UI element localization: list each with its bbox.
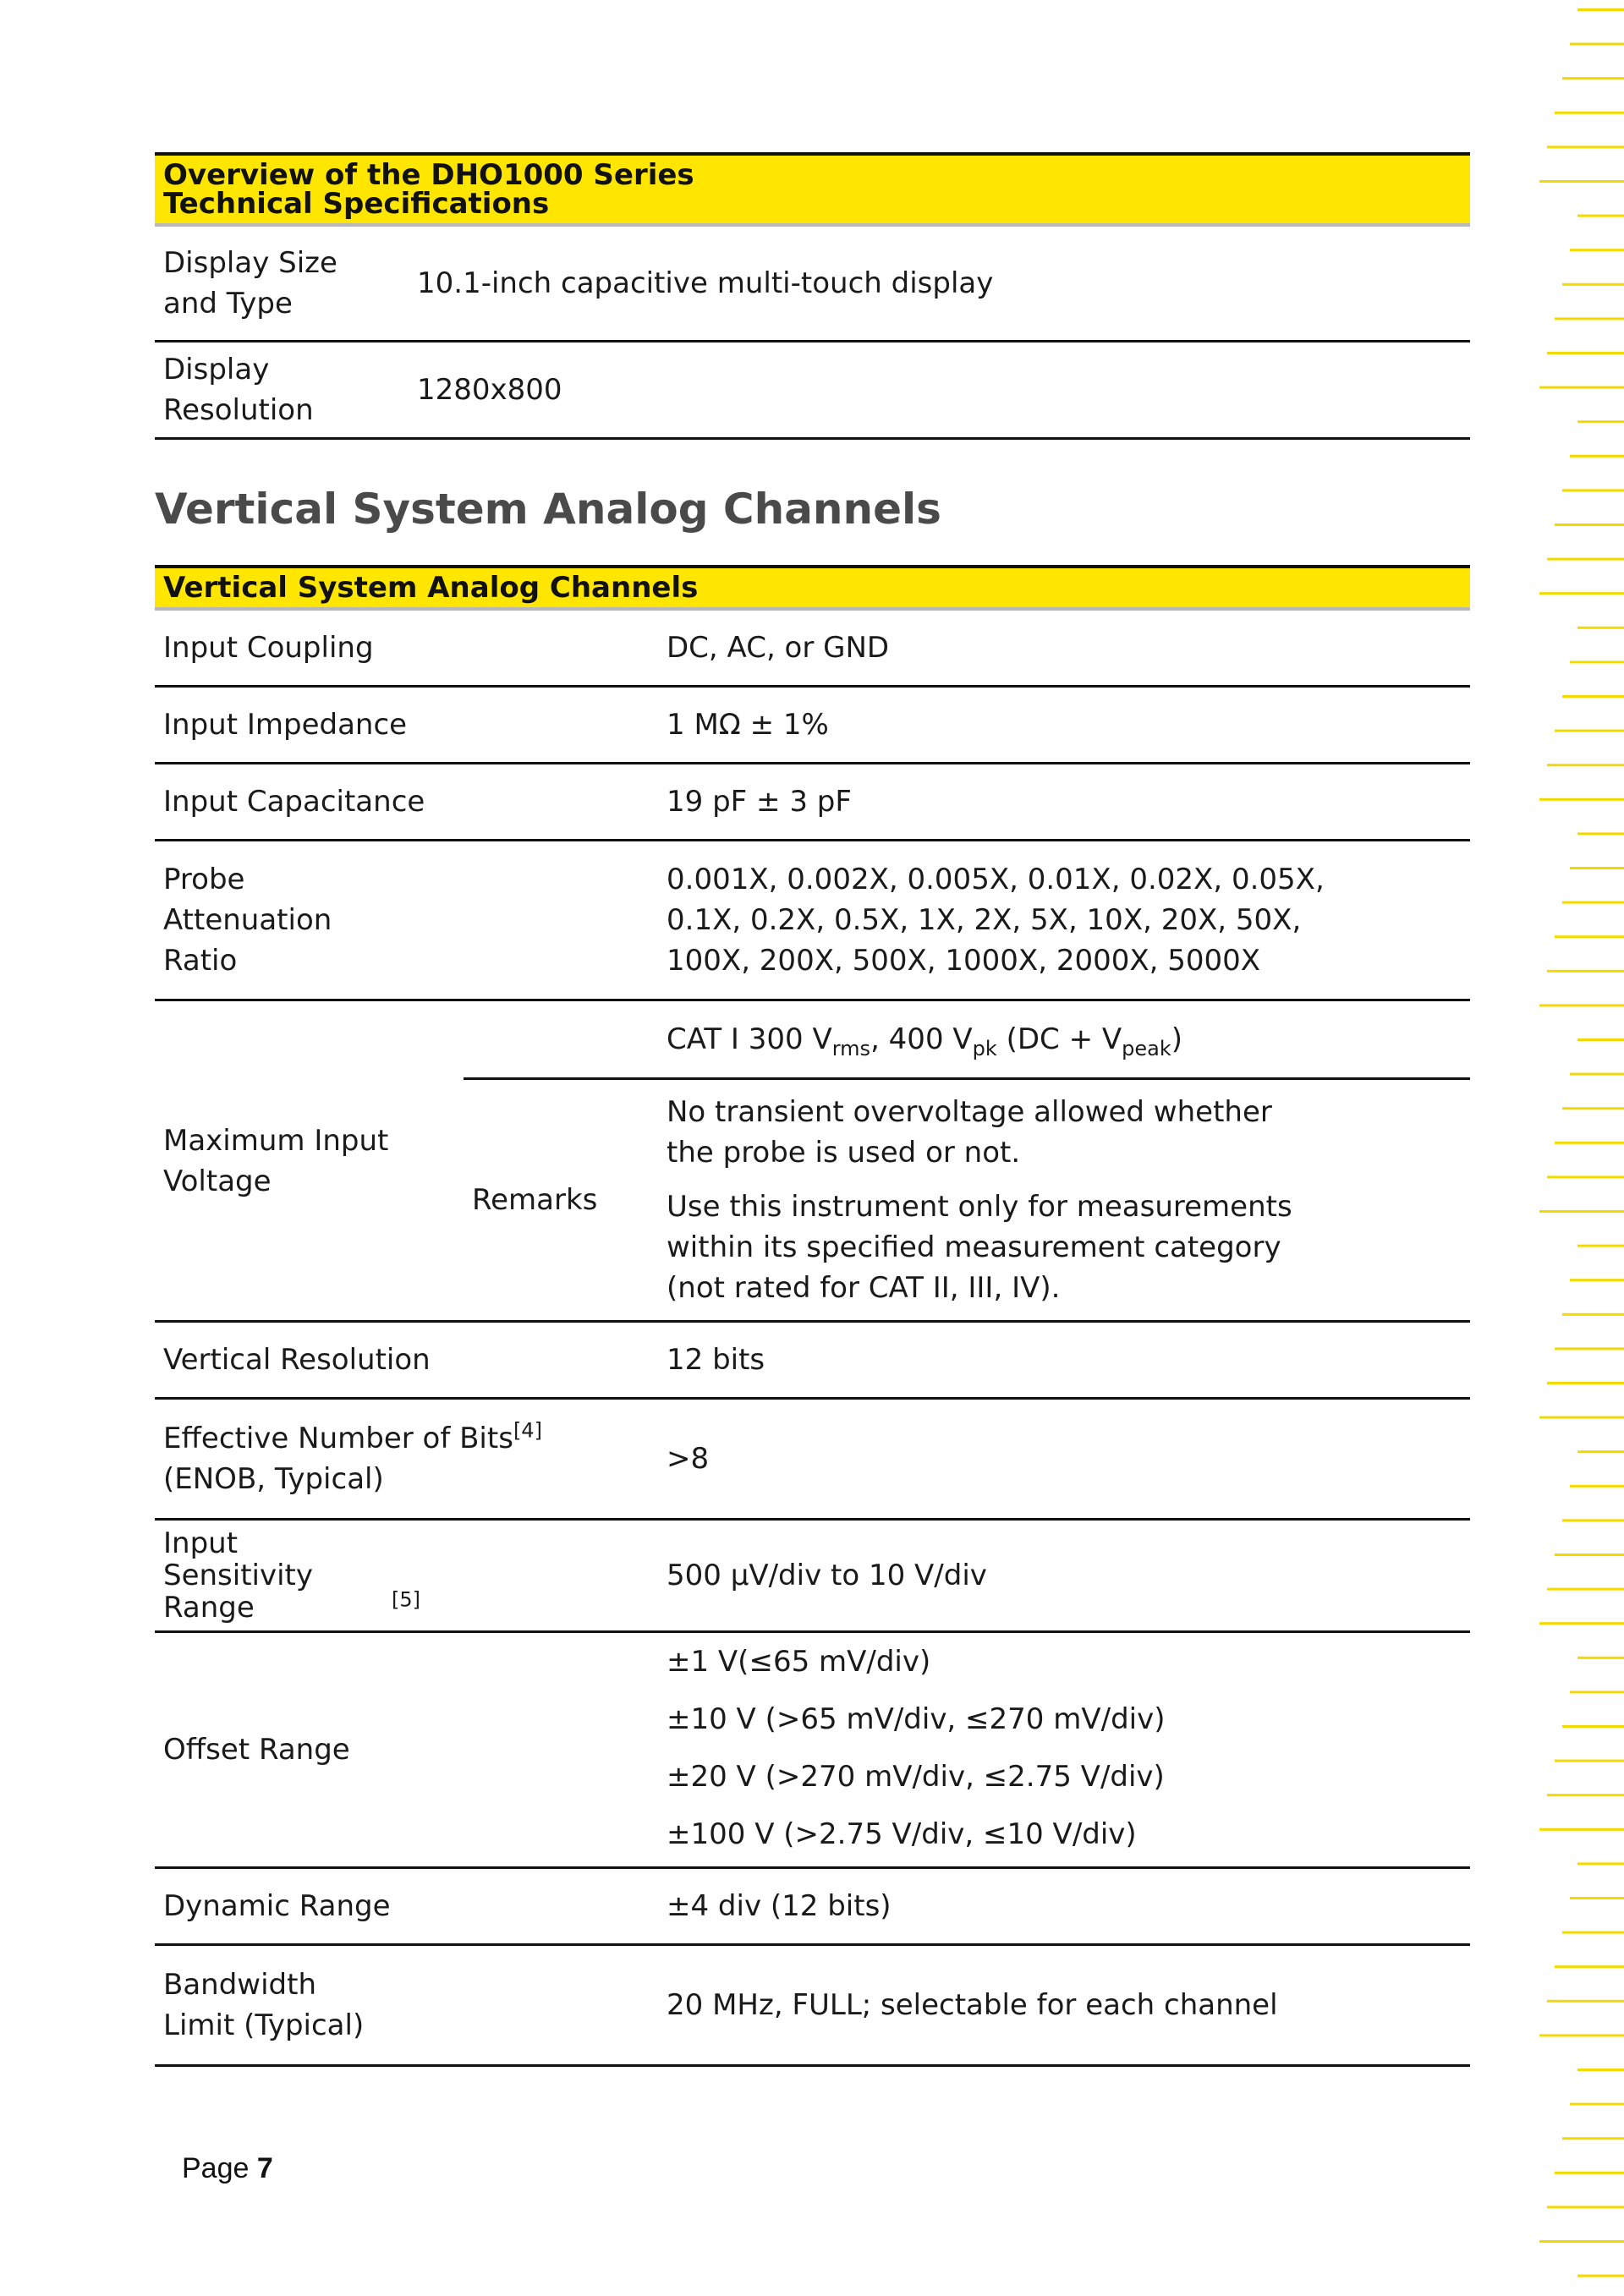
spec-label: Offset Range (155, 1632, 658, 1868)
spec-value: 10.1-inch capacitive multi-touch display (409, 225, 1470, 342)
table-row (155, 1399, 1470, 1520)
spec-label: Bandwidth Limit (Typical) (155, 1945, 658, 2066)
decorative-stripe (1570, 1485, 1624, 1488)
decorative-stripe (1539, 1210, 1624, 1213)
decorative-stripe (1577, 832, 1624, 835)
vertical-table (155, 565, 1470, 2067)
spec-value: 0.001X, 0.002X, 0.005X, 0.01X, 0.02X, 0.05X, 0.1X, 0.2X, 0.5X, 1X, 2X, 5X, 10X, 20X, 50X, 100X, 200X, 500X, 1000X, 2000X, 5000X (658, 841, 1470, 1000)
decorative-stripe (1539, 2034, 1624, 2036)
decorative-stripe (1570, 867, 1624, 869)
decorative-stripe (1539, 180, 1624, 183)
decorative-stripe (1570, 455, 1624, 458)
decorative-stripe (1555, 1347, 1624, 1350)
decorative-stripe (1562, 2137, 1624, 2140)
decorative-stripe (1570, 1897, 1624, 1899)
decorative-stripe (1562, 1932, 1624, 1934)
remarks-label: Remarks (464, 1079, 658, 1322)
section-title: Vertical System Analog Channels (155, 485, 941, 534)
decorative-stripe (1555, 1142, 1624, 1144)
spec-value: 1280x800 (409, 342, 1470, 439)
decorative-stripe (1562, 695, 1624, 698)
spec-value: ±4 div (12 bits) (658, 1868, 1470, 1945)
decorative-stripe (1577, 1038, 1624, 1041)
decorative-stripe (1539, 2240, 1624, 2243)
spec-value: 500 μV/div to 10 V/div (658, 1520, 1470, 1632)
decorative-stripe (1539, 1622, 1624, 1625)
table-row (155, 1322, 1470, 1399)
decorative-stripe (1577, 2275, 1624, 2277)
decorative-stripe (1570, 2103, 1624, 2106)
decorative-stripe (1547, 145, 1624, 148)
table-row (155, 687, 1470, 764)
offset-item: ±10 V (>65 mV/div, ≤270 mV/div) (667, 1702, 1166, 1736)
decorative-stripe (1577, 1862, 1624, 1865)
vertical-header-row (155, 567, 1470, 609)
offset-item: ±20 V (>270 mV/div, ≤2.75 V/div) (667, 1760, 1165, 1794)
remark-text: Use this instrument only for measurements within its specified measurement category (not rated for CAT II, III, IV). (667, 1190, 1292, 1305)
decorative-stripe (1570, 1073, 1624, 1076)
spec-label: Input Sensitivity Range [5] (155, 1520, 658, 1632)
decorative-stripe (1570, 249, 1624, 251)
table-row (155, 1945, 1470, 2066)
decorative-stripe (1570, 1690, 1624, 1693)
decorative-stripe (1547, 1382, 1624, 1384)
spec-value: 20 MHz, FULL; selectable for each channel (658, 1945, 1470, 2066)
spec-value: DC, AC, or GND (658, 609, 1470, 687)
decorative-stripe (1547, 970, 1624, 973)
decorative-stripe (1555, 112, 1624, 114)
spec-value (658, 1079, 1470, 1322)
decorative-stripes (1522, 0, 1624, 2296)
decorative-stripe (1577, 8, 1624, 11)
decorative-stripe (1555, 1760, 1624, 1762)
decorative-stripe (1539, 1417, 1624, 1419)
overview-table (155, 152, 1470, 440)
table-row (155, 225, 1470, 342)
decorative-stripe (1547, 2206, 1624, 2208)
table-row (155, 1868, 1470, 1945)
page-number: Page 7 (182, 2152, 273, 2184)
decorative-stripe (1562, 489, 1624, 491)
spec-page (155, 152, 1470, 2067)
decorative-stripe (1547, 352, 1624, 354)
spec-label: Display Resolution (155, 342, 409, 439)
spec-label: Input Capacitance (155, 764, 658, 841)
overview-header: Overview of the DHO1000 Series Technical Specifications (155, 154, 1470, 225)
decorative-stripe (1555, 2172, 1624, 2174)
remark-text: No transient overvoltage allowed whether the probe is used or not. (667, 1095, 1272, 1170)
table-row (155, 1520, 1470, 1632)
decorative-stripe (1562, 77, 1624, 79)
decorative-stripe (1547, 2000, 1624, 2003)
table-row (155, 342, 1470, 439)
decorative-stripe (1577, 2069, 1624, 2071)
overview-header-row (155, 154, 1470, 225)
decorative-stripe (1562, 283, 1624, 286)
decorative-stripe (1562, 1519, 1624, 1521)
decorative-stripe (1547, 1175, 1624, 1178)
spec-sublabel (464, 1000, 658, 1079)
decorative-stripe (1570, 660, 1624, 663)
decorative-stripe (1539, 798, 1624, 801)
spec-label: Probe Attenuation Ratio (155, 841, 658, 1000)
decorative-stripe (1555, 730, 1624, 732)
decorative-stripe (1562, 1725, 1624, 1728)
decorative-stripe (1562, 901, 1624, 904)
spec-value: CAT I 300 $V_{rms}$, 400 $V_{pk}$ $(DC + V_{peak})$ (658, 1000, 1470, 1079)
decorative-stripe (1555, 1553, 1624, 1556)
decorative-stripe (1577, 215, 1624, 217)
decorative-stripe (1547, 558, 1624, 561)
decorative-stripe (1570, 43, 1624, 46)
spec-value: 1 MΩ ± 1% (658, 687, 1470, 764)
spec-value: 19 pF ± 3 pF (658, 764, 1470, 841)
decorative-stripe (1562, 1107, 1624, 1110)
offset-item: ±100 V (>2.75 V/div, ≤10 V/div) (667, 1817, 1137, 1851)
spec-label: Vertical Resolution (155, 1322, 658, 1399)
decorative-stripe (1539, 1828, 1624, 1831)
table-row (155, 841, 1470, 1000)
table-row (155, 1632, 1470, 1868)
table-row (155, 764, 1470, 841)
spec-value: >8 (658, 1399, 1470, 1520)
decorative-stripe (1577, 420, 1624, 423)
decorative-stripe (1539, 386, 1624, 389)
decorative-stripe (1539, 592, 1624, 595)
decorative-stripe (1547, 1794, 1624, 1796)
spec-label: Dynamic Range (155, 1868, 658, 1945)
decorative-stripe (1577, 1245, 1624, 1247)
decorative-stripe (1547, 764, 1624, 766)
spec-value (658, 1632, 1470, 1868)
spec-label: Effective Number of Bits[4] (ENOB, Typical) (155, 1399, 658, 1520)
spec-label: Display Size and Type (155, 225, 409, 342)
decorative-stripe (1577, 1450, 1624, 1453)
decorative-stripe (1555, 1965, 1624, 1968)
decorative-stripe (1555, 317, 1624, 320)
table-row (155, 1000, 1470, 1079)
decorative-stripe (1555, 523, 1624, 526)
table-row (155, 609, 1470, 687)
decorative-stripe (1539, 1004, 1624, 1006)
decorative-stripe (1577, 1657, 1624, 1659)
decorative-stripe (1570, 1279, 1624, 1281)
spec-label: Maximum Input Voltage (155, 1000, 464, 1322)
decorative-stripe (1562, 1313, 1624, 1316)
vertical-header: Vertical System Analog Channels (155, 567, 1470, 609)
offset-item: ±1 V(≤65 mV/div) (667, 1645, 931, 1679)
decorative-stripe (1547, 1588, 1624, 1591)
spec-label: Input Coupling (155, 609, 658, 687)
decorative-stripe (1577, 627, 1624, 629)
spec-label: Input Impedance (155, 687, 658, 764)
spec-value: 12 bits (658, 1322, 1470, 1399)
decorative-stripe (1555, 935, 1624, 938)
